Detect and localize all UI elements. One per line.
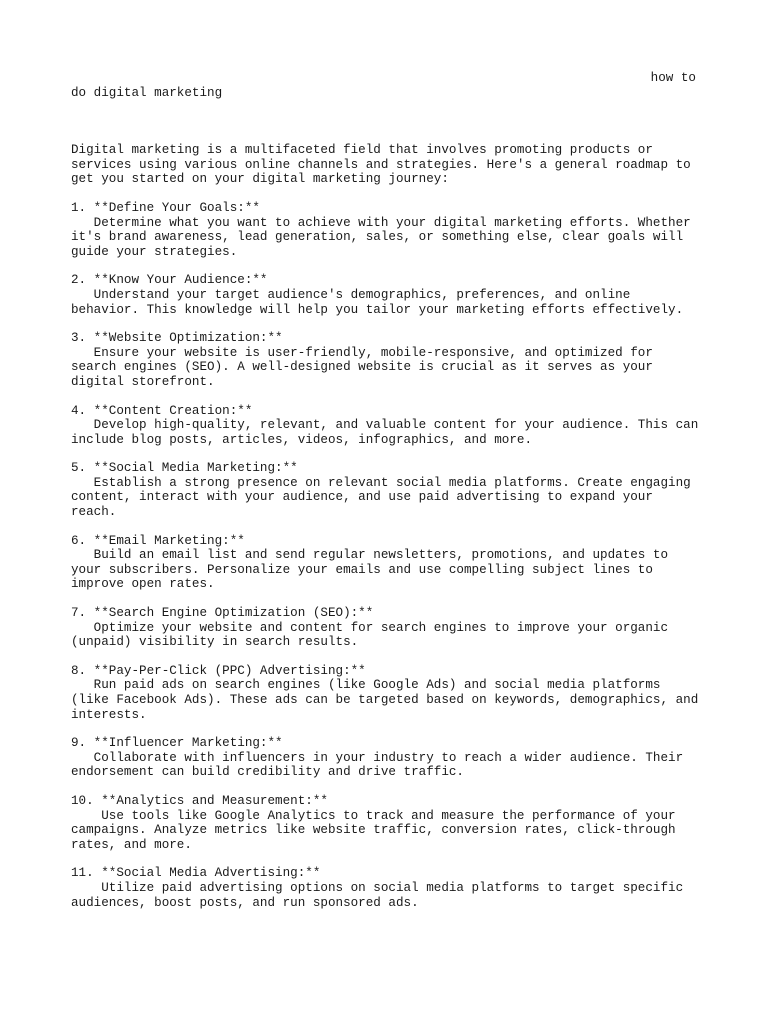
document-title-line-1: how to: [650, 71, 696, 85]
roadmap-item-text: campaigns. Analyze metrics like website traffic, conversion rates, click-through: [71, 823, 676, 838]
roadmap-item-text: your subscribers. Personalize your emails and use compelling subject lines to: [71, 562, 653, 577]
roadmap-item-text: rates, and more.: [71, 837, 192, 852]
intro-line: get you started on your digital marketing journey:: [71, 172, 449, 187]
roadmap-item-text: interests.: [71, 707, 147, 722]
roadmap-item-text: Run paid ads on search engines (like Google Ads) and social media platforms: [71, 678, 661, 693]
roadmap-item-heading: 10. **Analytics and Measurement:**: [71, 793, 328, 808]
roadmap-item-text: behavior. This knowledge will help you tailor your marketing efforts effectively.: [71, 302, 684, 317]
roadmap-item-heading: 8. **Pay-Per-Click (PPC) Advertising:**: [71, 663, 366, 678]
roadmap-item: [71, 201, 701, 259]
roadmap-item-text: it's brand awareness, lead generation, sales, or something else, clear goals will: [71, 230, 684, 245]
roadmap-item: [71, 404, 701, 448]
roadmap-item-text: Determine what you want to achieve with your digital marketing efforts. Whether: [71, 215, 691, 230]
roadmap-item-heading: 2. **Know Your Audience:**: [71, 273, 268, 288]
roadmap-item-text: Collaborate with influencers in your industry to reach a wider audience. Their: [71, 750, 684, 765]
roadmap-item-heading: 3. **Website Optimization:**: [71, 331, 283, 346]
intro-line: Digital marketing is a multifaceted field that involves promoting products or: [71, 143, 653, 158]
roadmap-item-heading: 4. **Content Creation:**: [71, 403, 253, 418]
roadmap-item: [71, 794, 701, 852]
roadmap-item-text: digital storefront.: [71, 374, 215, 389]
roadmap-item-heading: 9. **Influencer Marketing:**: [71, 736, 283, 751]
roadmap-item: [71, 664, 701, 722]
roadmap-item: [71, 606, 701, 650]
roadmap-item-heading: 7. **Search Engine Optimization (SEO):**: [71, 606, 374, 621]
roadmap-item-heading: 1. **Define Your Goals:**: [71, 200, 260, 215]
roadmap-item: [71, 866, 701, 910]
roadmap-item-text: Optimize your website and content for search engines to improve your organic: [71, 620, 669, 635]
roadmap-item-text: Build an email list and send regular newsletters, promotions, and updates to: [71, 548, 669, 563]
roadmap-item-text: reach.: [71, 505, 117, 520]
roadmap-item: [71, 331, 701, 389]
roadmap-item-text: content, interact with your audience, and use paid advertising to expand your: [71, 490, 653, 505]
roadmap-item-text: Establish a strong presence on relevant social media platforms. Create engaging: [71, 475, 691, 490]
document-title-line-2: do digital marketing: [71, 85, 223, 100]
roadmap-item-text: Use tools like Google Analytics to track and measure the performance of your: [71, 808, 676, 823]
roadmap-item-text: guide your strategies.: [71, 244, 238, 259]
roadmap-item-text: audiences, boost posts, and run sponsored ads.: [71, 895, 419, 910]
roadmap-item-text: improve open rates.: [71, 577, 215, 592]
roadmap-item-heading: 11. **Social Media Advertising:**: [71, 866, 321, 881]
roadmap-item: [71, 534, 701, 592]
roadmap-item: [71, 461, 701, 519]
roadmap-item-text: Develop high-quality, relevant, and valuable content for your audience. This can: [71, 418, 699, 433]
roadmap-item-text: (like Facebook Ads). These ads can be targeted based on keywords, demographics, and: [71, 693, 699, 707]
roadmap-item-text: (unpaid) visibility in search results.: [71, 635, 359, 650]
roadmap-item: [71, 736, 701, 780]
roadmap-item-text: Understand your target audience's demographics, preferences, and online: [71, 287, 631, 302]
roadmap-item-heading: 6. **Email Marketing:**: [71, 533, 245, 548]
roadmap-item-heading: 5. **Social Media Marketing:**: [71, 461, 298, 476]
roadmap-item: [71, 273, 701, 317]
roadmap-item-text: Ensure your website is user-friendly, mobile-responsive, and optimized for: [71, 345, 653, 360]
intro-paragraph: [71, 143, 701, 187]
roadmap-item-text: endorsement can build credibility and drive traffic.: [71, 765, 464, 780]
roadmap-item-text: include blog posts, articles, videos, infographics, and more.: [71, 432, 533, 447]
intro-line: services using various online channels and strategies. Here's a general roadmap to: [71, 157, 691, 172]
roadmap-item-text: search engines (SEO). A well-designed website is crucial as it serves as your: [71, 360, 653, 375]
roadmap-list: [71, 187, 701, 910]
roadmap-item-text: Utilize paid advertising options on social media platforms to target specific: [71, 880, 684, 895]
document-page: [71, 71, 701, 910]
